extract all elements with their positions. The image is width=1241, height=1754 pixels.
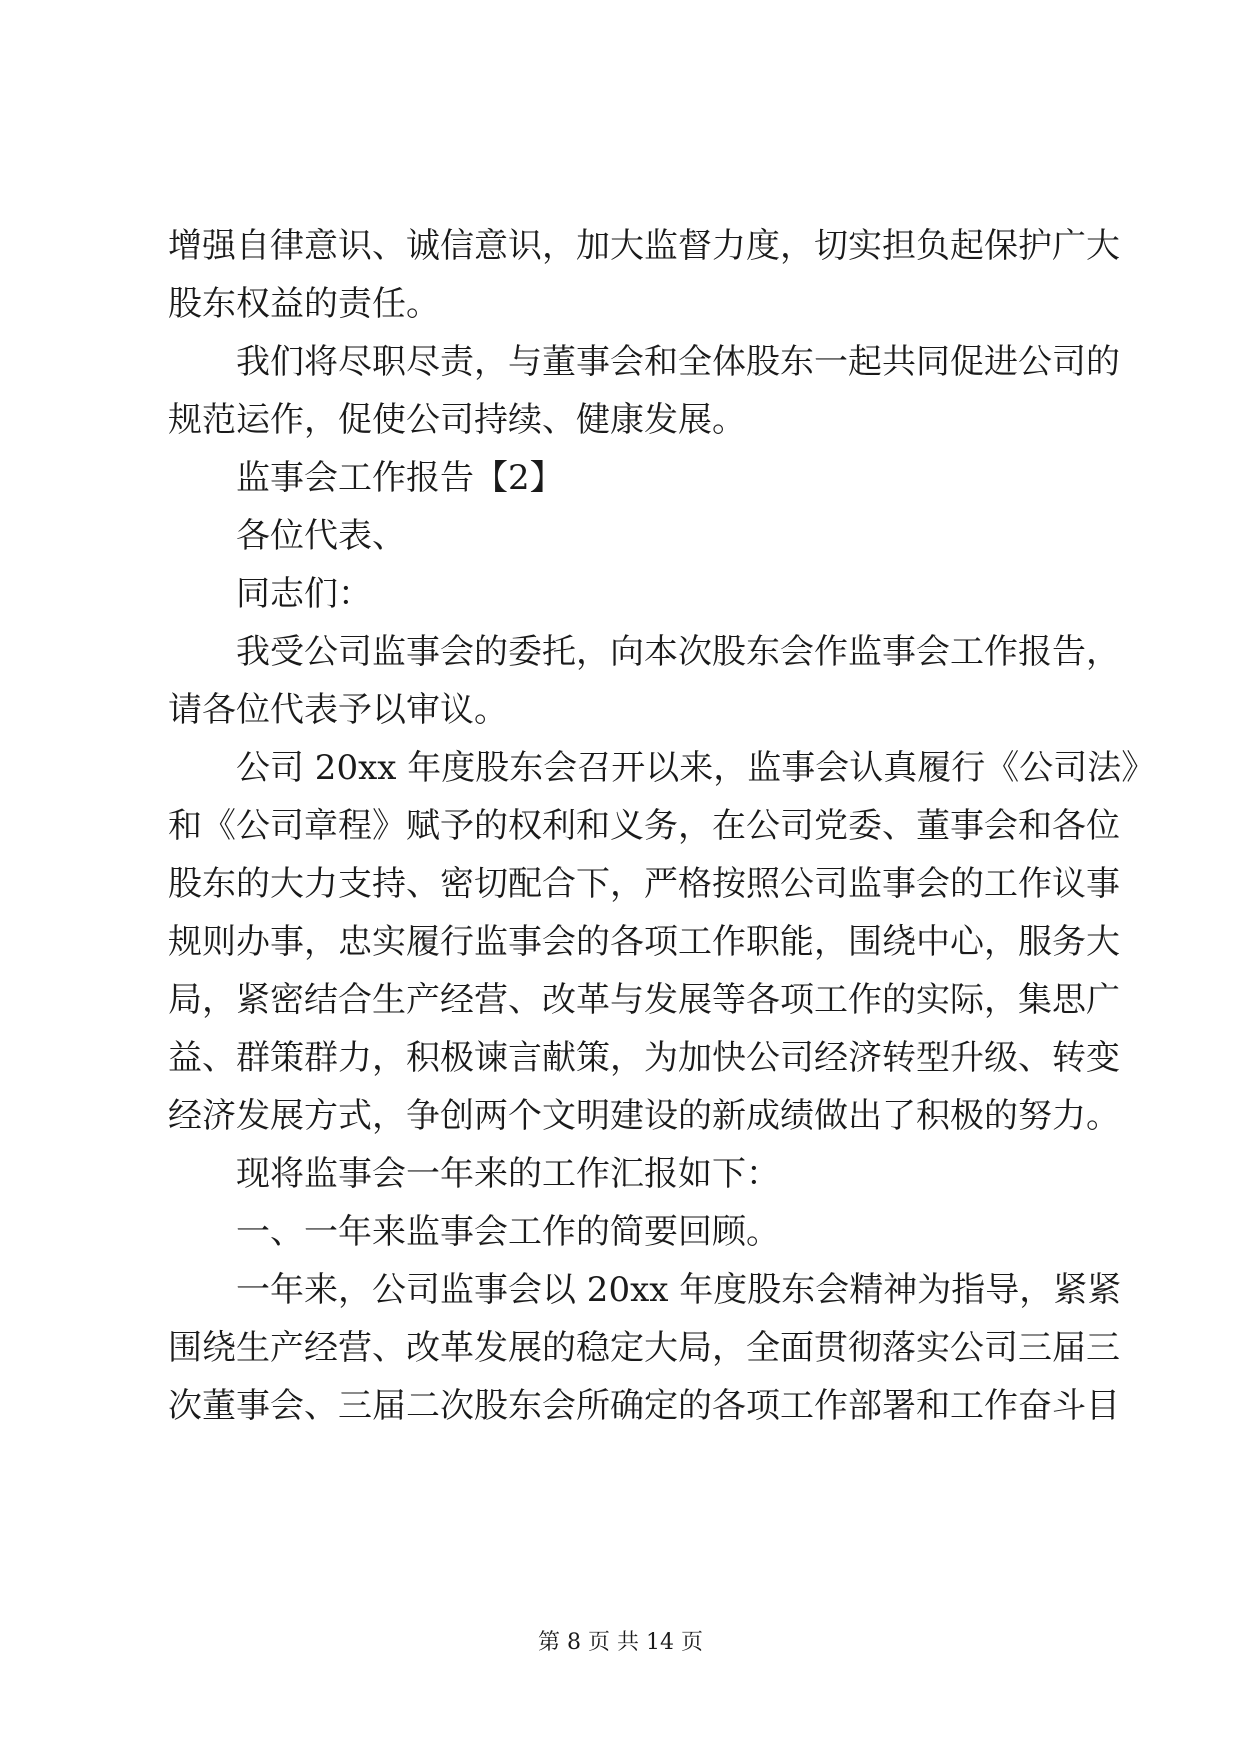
text-line: 次董事会、三届二次股东会所确定的各项工作部署和工作奋斗目 [168,1386,1120,1426]
text-line: 我们将尽职尽责，与董事会和全体股东一起共同促进公司的 [236,342,1120,382]
text-line: 股东的大力支持、密切配合下，严格按照公司监事会的工作议事 [168,864,1120,904]
text-line: 公司 20xx 年度股东会召开以来，监事会认真履行《公司法》 [236,748,1156,788]
text-line: 规范运作，促使公司持续、健康发展。 [168,400,746,440]
text-line: 益、群策群力，积极谏言献策，为加快公司经济转型升级、转变 [168,1038,1120,1078]
text-line: 现将监事会一年来的工作汇报如下： [236,1154,780,1194]
text-line: 围绕生产经营、改革发展的稳定大局，全面贯彻落实公司三届三 [168,1328,1120,1368]
text-line: 局，紧密结合生产经营、改革与发展等各项工作的实际，集思广 [168,980,1120,1020]
text-line: 和《公司章程》赋予的权利和义务，在公司党委、董事会和各位 [168,806,1120,846]
text-line: 股东权益的责任。 [168,284,440,324]
text-line: 请各位代表予以审议。 [168,690,508,730]
text-line: 一年来，公司监事会以 20xx 年度股东会精神为指导，紧紧 [236,1270,1122,1310]
text-line: 我受公司监事会的委托，向本次股东会作监事会工作报告， [236,632,1120,672]
text-line: 一、一年来监事会工作的简要回顾。 [236,1212,780,1252]
text-line: 同志们： [236,574,372,614]
section-heading: 监事会工作报告【2】 [236,458,564,498]
text-line: 各位代表、 [236,516,406,556]
text-line: 增强自律意识、诚信意识，加大监督力度，切实担负起保护广大 [168,226,1120,266]
page-number-footer: 第 8 页 共 14 页 [538,1630,703,1655]
text-line: 规则办事，忠实履行监事会的各项工作职能，围绕中心，服务大 [168,922,1120,962]
text-line: 经济发展方式，争创两个文明建设的新成绩做出了积极的努力。 [168,1096,1120,1136]
